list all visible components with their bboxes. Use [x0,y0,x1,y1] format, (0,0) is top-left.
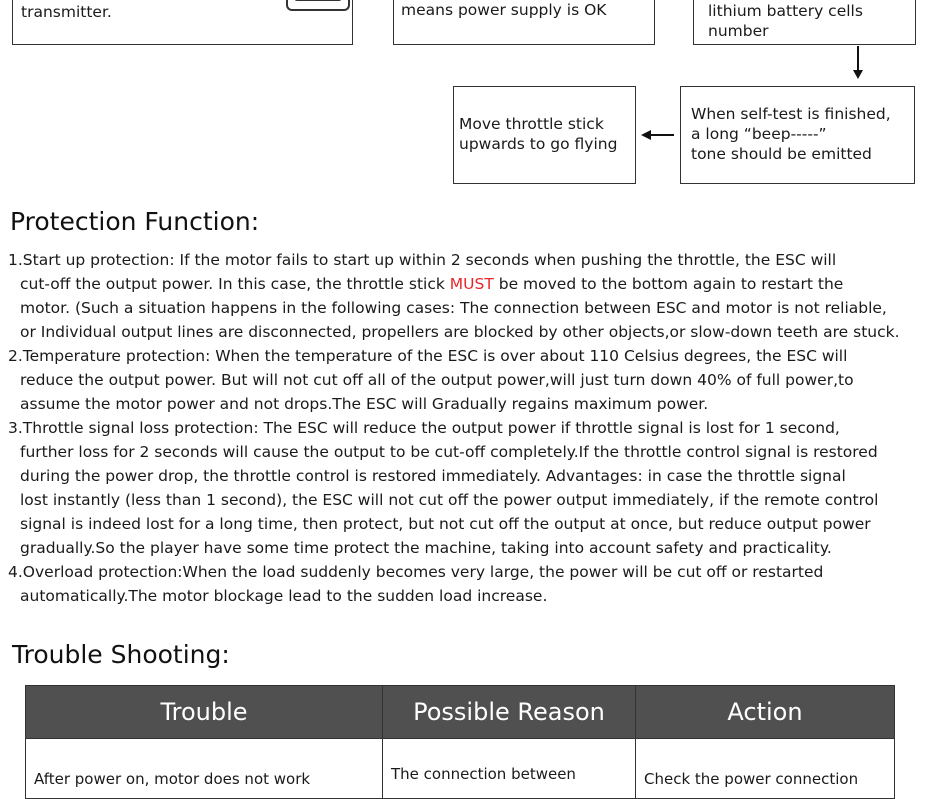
item-line: assume the motor power and not drops.The ESC will Gradually regains maximum power. [20,395,709,413]
flow-step-text: a long “beep-----” [691,125,827,143]
header-trouble: Trouble [26,686,383,739]
item-line: reduce the output power. But will not cut off all of the output power,will just turn down 40% of full power,to [20,371,854,389]
item-line: lost instantly (less than 1 second), the ESC will not cut off the power output immediately, if the remote control [20,491,879,509]
flow-step-text: Move throttle stick [459,115,604,133]
flow-step-text: number [708,22,769,40]
item-line: or Individual output lines are disconnected, propellers are blocked by other objects,or slow-down teeth are stuck. [20,323,900,341]
protection-title: Protection Function: [10,207,260,236]
trouble-title: Trouble Shooting: [12,640,230,669]
must-emphasis: MUST [449,275,494,293]
flow-step-transmitter [12,0,353,45]
item-line: gradually.So the player have some time protect the machine, taking into account safety and practicality. [20,539,832,557]
item-line: automatically.The motor blockage lead to the sudden load increase. [20,587,548,605]
item-line: cut-off the output power. In this case, the throttle stick MUST be moved to the bottom again to restart the [20,275,844,293]
item-line: 2.Temperature protection: When the temperature of the ESC is over about 110 Celsius degrees, the ESC will [8,347,848,365]
flow-step-power-ok [393,0,655,45]
flow-step-cell-count [693,0,916,45]
item-line: further loss for 2 seconds will cause the output to be cut-off completely.If the throttle control signal is restored [20,443,878,461]
flow-step-text: transmitter. [21,3,112,21]
arrow-head-icon [641,130,651,140]
cell-reason: The connection between [383,739,636,799]
item-line: signal is indeed lost for a long time, then protect, but not cut off the output at once, but reduce output power [20,515,871,533]
battery-icon [286,0,350,11]
flow-step-text: lithium battery cells [708,2,863,20]
protection-item-4 [8,560,823,608]
item-line: 3.Throttle signal loss protection: The ESC will reduce the output power if throttle signal is lost for 1 second, [8,419,840,437]
protection-item-2 [8,344,854,416]
flow-step-self-test [680,86,915,184]
item-line: during the power drop, the throttle control is restored immediately. Advantages: in case the throttle signal [20,467,846,485]
protection-item-1 [8,248,900,344]
item-line: 4.Overload protection:When the load suddenly becomes very large, the power will be cut off or restarted [8,563,824,581]
down-arrow-icon [857,46,859,72]
flow-step-fly [453,86,636,184]
flow-step-text: When self-test is finished, [691,105,891,123]
item-line: motor. (Such a situation happens in the following cases: The connection between ESC and motor is not reliable, [20,299,887,317]
flow-step-text: means power supply is OK [401,1,607,19]
item-line: 1.Start up protection: If the motor fails to start up within 2 seconds when pushing the throttle, the ESC will [8,251,837,269]
protection-item-3 [8,416,878,560]
header-possible-reason: Possible Reason [383,686,636,739]
left-arrow-icon [650,134,674,136]
arrow-head-icon [853,70,863,79]
header-action: Action [636,686,895,739]
cell-action: Check the power connection [636,739,895,799]
flow-step-text: tone should be emitted [691,145,872,163]
cell-trouble: After power on, motor does not work [26,739,383,799]
table-row [26,739,895,799]
table-header-row [26,686,895,739]
trouble-table [25,685,895,799]
flow-step-text: upwards to go flying [459,135,618,153]
